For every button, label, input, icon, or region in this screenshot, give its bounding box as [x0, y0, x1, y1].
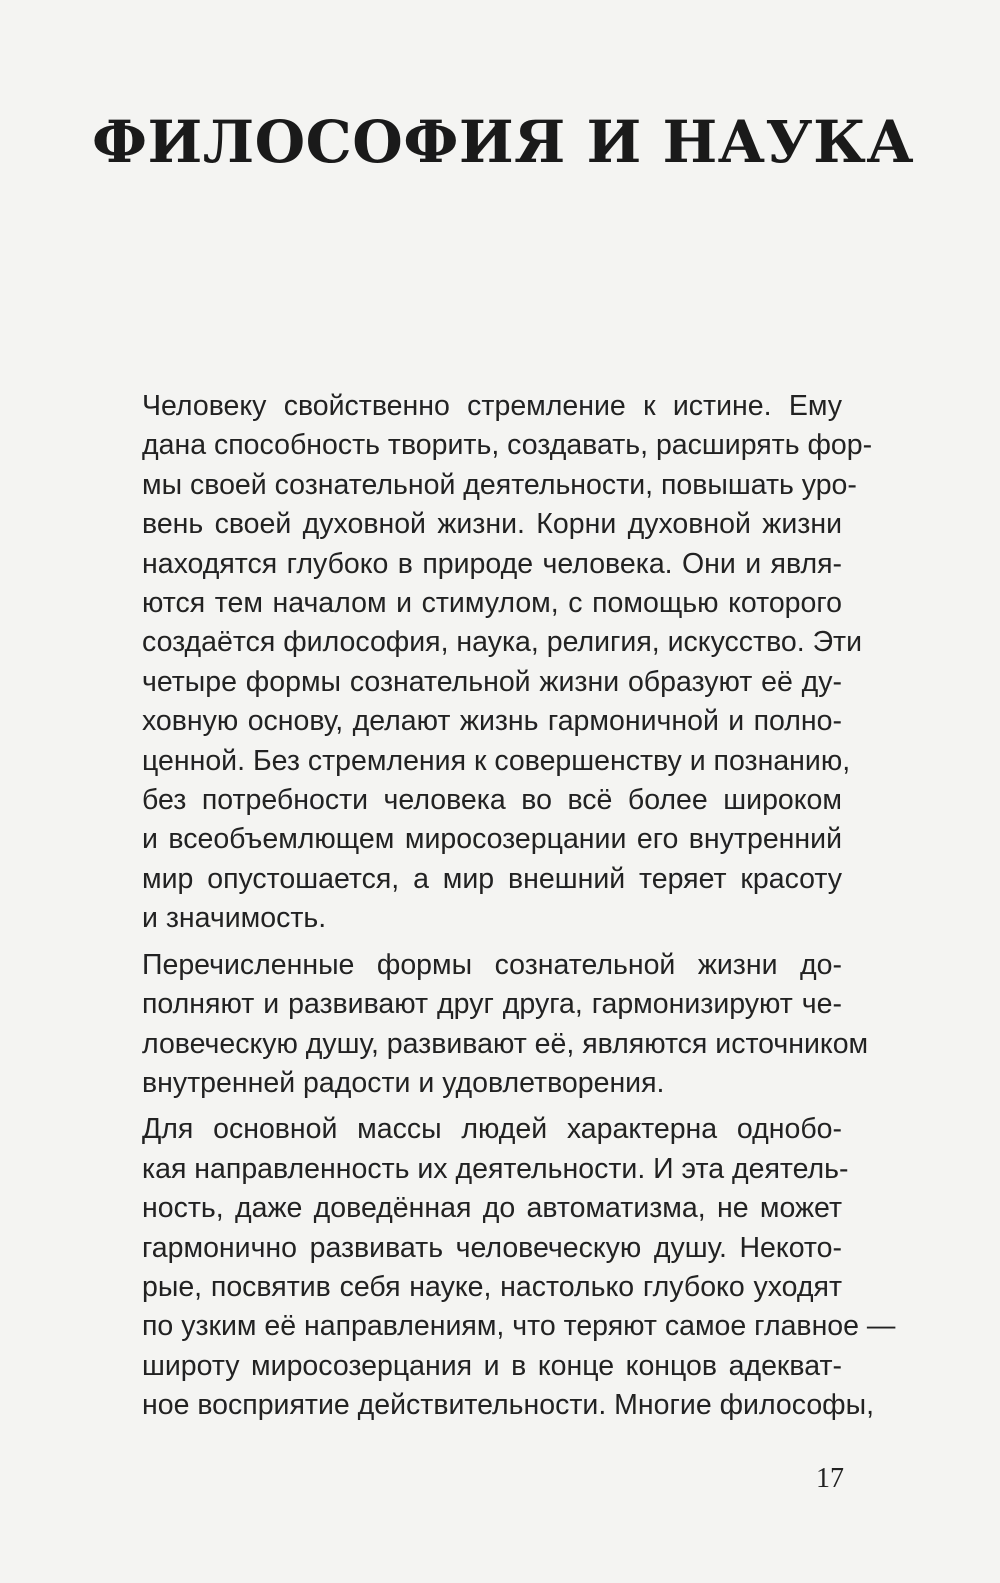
text-line: вень своей духовной жизни. Корни духовной жизни [142, 508, 842, 541]
text-line: ются тем началом и стимулом, с помощью которого [142, 587, 842, 620]
text-line: без потребности человека во всё более широком [142, 784, 842, 817]
text-line: полняют и развивают друг друга, гармонизируют че- [142, 988, 842, 1021]
text-line: ценной. Без стремления к совершенству и познанию, [142, 744, 851, 777]
paragraph [92, 1110, 896, 1425]
text-line: и значимость. [142, 902, 327, 935]
text-line: мы своей сознательной деятельности, повышать уро- [142, 468, 857, 501]
text-line: по узким её направлениям, что теряют самое главное — [142, 1310, 896, 1343]
chapter-title: ФИЛОСОФИЯ И НАУКА [92, 108, 915, 176]
text-line: находятся глубоко в природе человека. Они и явля- [142, 547, 842, 580]
text-line: Перечисленные формы сознательной жизни до- [142, 948, 842, 981]
paragraph [92, 387, 873, 939]
text-line: ное восприятие действительности. Многие философы, [142, 1389, 875, 1422]
text-line: ловеческую душу, развивают её, являются источником [142, 1027, 869, 1060]
text-line: мир опустошается, а мир внешний теряет красоту [142, 862, 842, 895]
text-line: Человеку свойственно стремление к истине. Ему [142, 390, 842, 422]
text-line: Для основной массы людей характерна однобо- [142, 1113, 842, 1146]
text-line: ность, даже доведённая до автоматизма, не может [142, 1192, 842, 1225]
body-text [92, 387, 896, 1433]
text-line: внутренней радости и удовлетворения. [142, 1066, 665, 1099]
text-line: дана способность творить, создавать, расширять фор- [142, 429, 873, 462]
paragraph [92, 946, 869, 1104]
text-line: рые, посвятив себя науке, настолько глубоко уходят [142, 1270, 842, 1303]
text-line: четыре формы сознательной жизни образуют её ду- [142, 665, 842, 698]
text-line: и всеобъемлющем миросозерцании его внутренний [142, 823, 842, 856]
text-line: гармонично развивать человеческую душу. Некото- [142, 1231, 842, 1264]
text-line: ховную основу, делают жизнь гармоничной и полно- [142, 705, 842, 738]
text-line: кая направленность их деятельности. И эта деятель- [142, 1152, 849, 1185]
text-line: широту миросозерцания и в конце концов адекват- [142, 1349, 842, 1382]
text-line: создаётся философия, наука, религия, искусство. Эти [142, 626, 863, 659]
page-number: 17 [816, 1463, 844, 1494]
